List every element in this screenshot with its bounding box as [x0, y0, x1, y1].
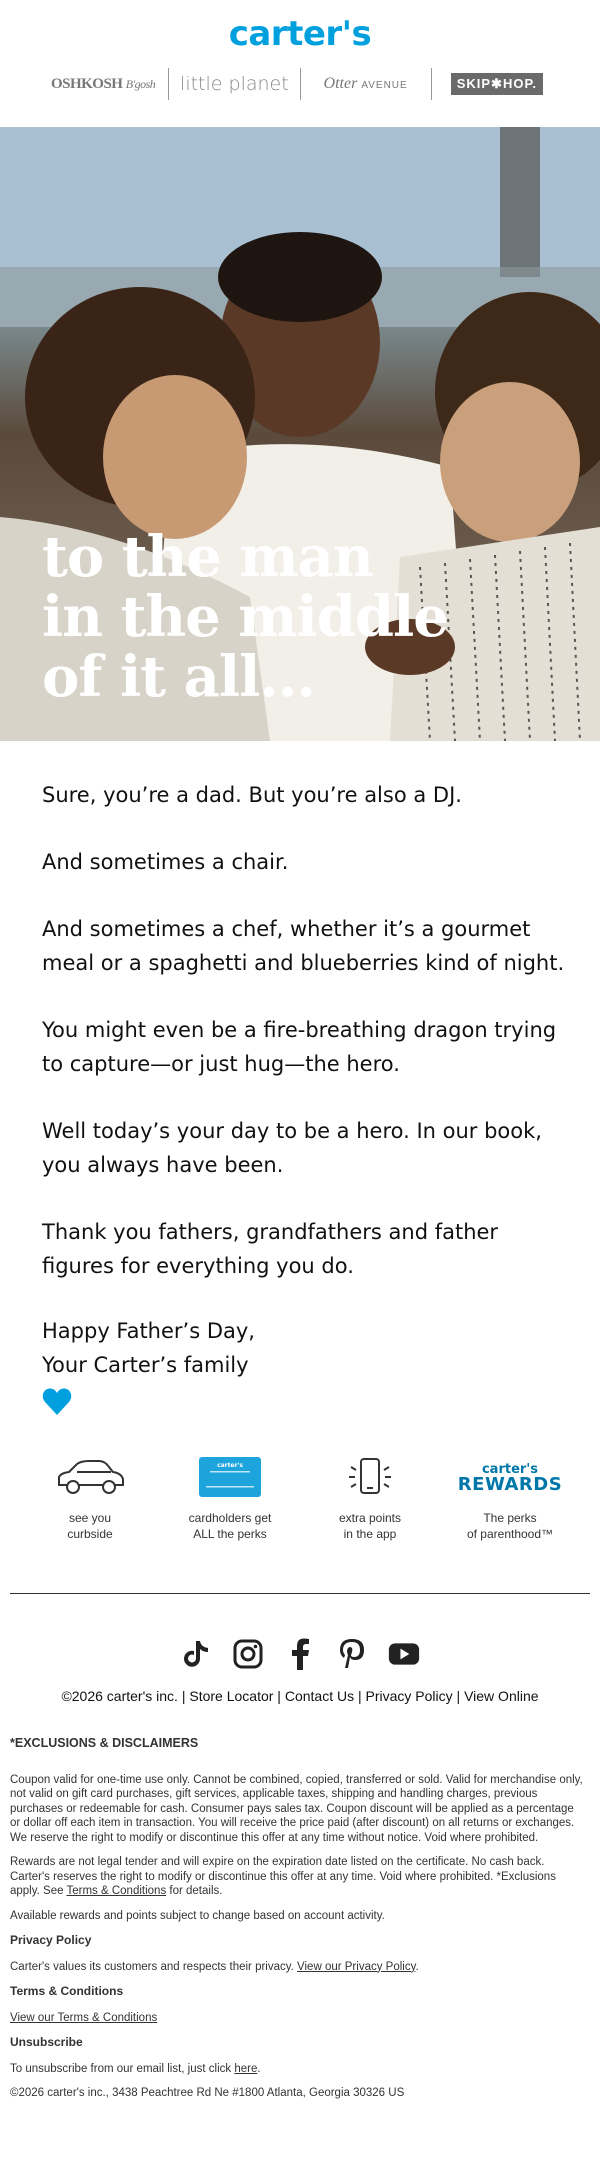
legal-section [10, 1736, 585, 2111]
brand-bar [38, 66, 562, 102]
exclusions-heading: *EXCLUSIONS & DISCLAIMERS [10, 1736, 199, 1750]
perk-app-line-1: extra points [338, 1511, 402, 1525]
paragraph-chair: And sometimes a chair. [42, 850, 289, 874]
points-disclaimer: Available rewards and points subject to change based on account activity. [10, 1909, 385, 1922]
perk-cardholders-line-1: cardholders get [188, 1511, 272, 1525]
perk-curbside-line-2: curbside [67, 1527, 113, 1541]
paragraph-dj: Sure, you’re a dad. But you’re also a DJ. [42, 783, 462, 807]
signoff-line-1: Happy Father’s Day, [42, 1319, 255, 1343]
perk-app-line-2: in the app [343, 1527, 397, 1541]
privacy-text [10, 1960, 585, 1975]
youtube-icon[interactable] [388, 1638, 420, 1670]
little-planet-logo[interactable]: little planet [180, 73, 289, 95]
perk-curbside[interactable] [20, 1452, 160, 1562]
footer-links: ©2026 carter's inc. | Store Locator | Contact Us | Privacy Policy | View Online [61, 1688, 539, 1704]
signoff-line-2: Your Carter’s family [42, 1353, 249, 1377]
paragraph-thank-you: Thank you fathers, grandfathers and father figures for everything you do. [42, 1220, 499, 1278]
paragraph-chef: And sometimes a chef, whether it’s a gourmet meal or a spaghetti and blueberries kind of night. [42, 917, 565, 975]
car-icon [55, 1457, 125, 1497]
perk-curbside-line-1: see you [68, 1511, 112, 1525]
rewards-disclaimer-end: for details. [166, 1885, 223, 1897]
credit-card-icon [198, 1456, 262, 1498]
svg-text:carter's: carter's [217, 1462, 243, 1469]
hero-headline [42, 524, 562, 710]
rewards-logo-word: REWARDS [457, 1474, 563, 1495]
unsubscribe-link[interactable]: here [234, 2062, 258, 2075]
hero-image[interactable] [0, 127, 600, 741]
rewards-logo-brand: carter's [481, 1462, 539, 1477]
social-icons [0, 1638, 600, 1670]
privacy-text-body: Carter's values its customers and respects their privacy. [10, 1960, 298, 1973]
coupon-disclaimer: Coupon valid for one-time use only. Cannot be combined, copied, transferred or sold. Valid for merchandise only, not valid on gift card purchases, gift services, applicable taxes, shipping and handling charges, previous purchases or redeemable for cash. Consumer pays sales tax. Coupon discount will be applied as a percentage or dollar off each item in transaction. You will receive the price paid (after discount) on all returns or exchanges. We reserve the right to modify or discontinue this offer at any time without notice. Void where prohibited. [10, 1773, 583, 1844]
rewards-disclaimer-text: Rewards are not legal tender and will expire on the expiration date listed on the certificate. No cash back. Carter's reserves the right to modify or discontinue this offer at any time. Void where prohibited. *Exclusions apply. See [10, 1856, 556, 1897]
company-address: ©2026 carter's inc., 3438 Peachtree Rd Ne #1800 Atlanta, Georgia 30326 US [10, 2087, 405, 2099]
privacy-text-end: . [415, 1960, 419, 1973]
email-header [0, 0, 600, 127]
skip-hop-label: SKIP✱HOP. [451, 73, 543, 95]
privacy-heading: Privacy Policy [10, 1933, 92, 1947]
oshkosh-logo[interactable] [38, 76, 168, 93]
copyright-text: ©2026 carter's inc. [61, 1688, 178, 1704]
view-privacy-policy-link[interactable]: View our Privacy Policy [297, 1960, 416, 1973]
perk-app-points[interactable] [300, 1452, 440, 1562]
perks-row [20, 1452, 580, 1562]
phone-icon [345, 1455, 395, 1499]
perk-rewards-line-1: The perks [483, 1511, 537, 1525]
skip-hop-logo[interactable] [432, 73, 562, 95]
perk-cardholders-line-2: ALL the perks [193, 1527, 267, 1541]
unsubscribe-heading: Unsubscribe [10, 2035, 83, 2049]
perk-rewards-line-2: of parenthood™ [466, 1527, 554, 1541]
facebook-icon[interactable] [284, 1638, 316, 1670]
perk-cardholders[interactable] [160, 1452, 300, 1562]
hero-line-2: in the middle [42, 584, 448, 650]
unsubscribe-text-body: To unsubscribe from our email list, just click [10, 2062, 235, 2075]
oshkosh-label: OSHKOSH [50, 75, 123, 92]
perk-rewards[interactable] [440, 1452, 580, 1562]
hero-line-3: of it all... [42, 644, 315, 710]
carters-logo[interactable]: carter's [228, 14, 372, 54]
hero-line-1: to the man [42, 524, 373, 590]
pinterest-icon[interactable] [336, 1638, 368, 1670]
rewards-logo [457, 1462, 563, 1495]
message-body [42, 778, 572, 1316]
view-terms-link[interactable]: View our Terms & Conditions [10, 2011, 158, 2024]
view-online-link[interactable]: View Online [464, 1688, 539, 1704]
paragraph-dragon: You might even be a fire-breathing dragon trying to capture—or just hug—the hero. [42, 1018, 557, 1076]
terms-heading: Terms & Conditions [10, 1984, 124, 1998]
contact-us-link[interactable]: Contact Us [284, 1688, 355, 1704]
terms-text [10, 2011, 585, 2026]
store-locator-link[interactable]: Store Locator [189, 1688, 274, 1704]
otter-avenue-logo[interactable] [301, 75, 431, 93]
heart-icon [42, 1388, 72, 1416]
section-divider [10, 1593, 590, 1594]
terms-link-inline[interactable]: Terms & Conditions [66, 1885, 167, 1897]
tiktok-icon[interactable] [180, 1638, 212, 1670]
instagram-icon[interactable] [232, 1638, 264, 1670]
otter-label: Otter [323, 75, 358, 92]
unsubscribe-text-end: . [257, 2062, 261, 2075]
otter-suffix: AVENUE [361, 80, 408, 91]
signoff [42, 1314, 255, 1382]
rewards-disclaimer [10, 1855, 585, 1899]
oshkosh-suffix: B'gosh [125, 76, 156, 91]
paragraph-hero: Well today’s your day to be a hero. In our book, you always have been. [42, 1119, 542, 1177]
unsubscribe-text [10, 2062, 585, 2077]
privacy-policy-link[interactable]: Privacy Policy [365, 1688, 453, 1704]
